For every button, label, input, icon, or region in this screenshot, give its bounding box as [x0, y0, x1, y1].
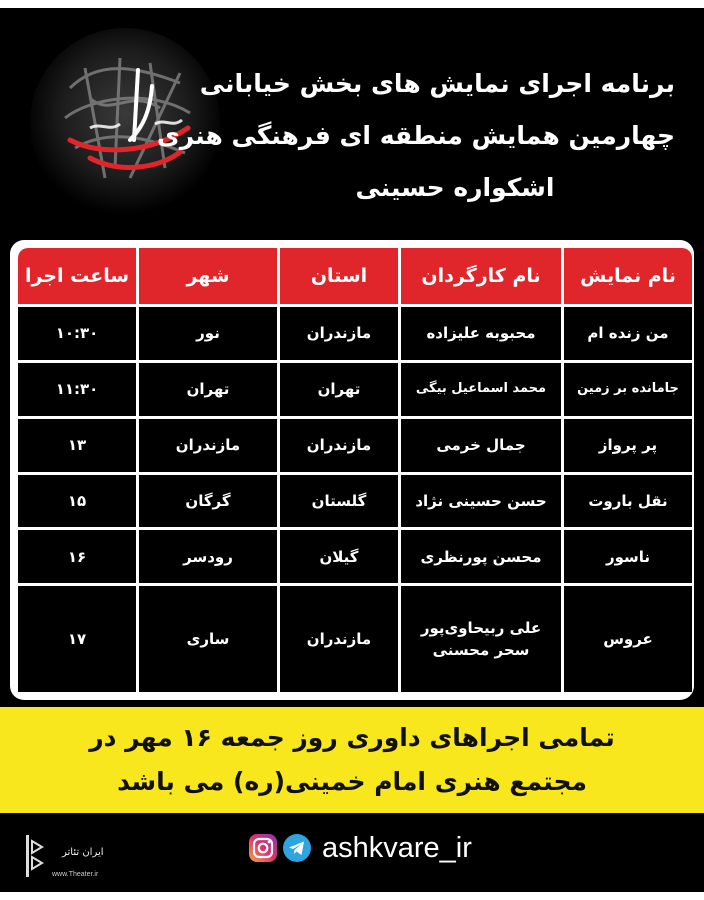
cell-show: جامانده بر زمین — [564, 363, 692, 416]
director-name: محمد اسماعیل بیگی — [415, 381, 547, 397]
cell-city: نور — [139, 307, 277, 360]
director-name: جمال خرمی — [436, 436, 526, 455]
cell-director — [401, 586, 561, 692]
cell-city: تهران — [139, 363, 277, 416]
banner-line: مجتمع هنری امام خمینی(ره) می باشد — [117, 767, 587, 796]
cell-time: ۱۳ — [18, 419, 136, 472]
director-name: حسن حسینی نژاد — [415, 491, 547, 510]
cell-province: تهران — [280, 363, 398, 416]
social-handle-row — [248, 831, 472, 865]
instagram-icon[interactable] — [248, 833, 278, 863]
cell-show: عروس — [564, 586, 692, 692]
director-name: سحر محسنی — [432, 641, 530, 660]
cell-show: پر پرواز — [564, 419, 692, 472]
watermark-url: www.Theater.ir — [52, 871, 99, 878]
cell-director — [401, 363, 561, 416]
table-header-row — [18, 248, 692, 304]
cell-city: رودسر — [139, 530, 277, 583]
cell-time: ۱۰:۳۰ — [18, 307, 136, 360]
cell-time: ۱۵ — [18, 475, 136, 528]
social-handle[interactable]: ashkvare_ir — [322, 831, 472, 864]
cell-time: ۱۷ — [18, 586, 136, 692]
schedule-table — [15, 245, 695, 695]
theater-watermark — [22, 833, 102, 889]
director-name: محسن پورنظری — [420, 547, 542, 566]
banner-line: تمامی اجراهای داوری روز جمعه ۱۶ مهر در — [89, 723, 615, 752]
cell-city: ساری — [139, 586, 277, 692]
column-header-time: ساعت اجرا — [18, 248, 136, 304]
cell-time: ۱۱:۳۰ — [18, 363, 136, 416]
director-name: محبوبه علیزاده — [426, 324, 536, 343]
title-line: برنامه اجرای نمایش های بخش خیابانی — [199, 69, 675, 98]
title-line: اشکواره حسینی — [355, 173, 555, 202]
table-row — [18, 475, 692, 528]
cell-province: گلستان — [280, 475, 398, 528]
cell-director — [401, 530, 561, 583]
table-row — [18, 419, 692, 472]
column-header-director: نام کارگردان — [401, 248, 561, 304]
column-header-city: شهر — [139, 248, 277, 304]
schedule-table-frame — [10, 240, 694, 700]
cell-city: گرگان — [139, 475, 277, 528]
title-line: چهارمین همایش منطقه ای فرهنگی هنری — [156, 121, 675, 150]
theater-logo-icon — [22, 833, 46, 879]
notice-banner — [0, 707, 704, 813]
cell-director — [401, 475, 561, 528]
column-header-province: استان — [280, 248, 398, 304]
cell-show: نقل باروت — [564, 475, 692, 528]
director-name: علی ربیحاوی‌پور — [420, 619, 542, 638]
table-row — [18, 586, 692, 692]
top-border — [0, 0, 704, 8]
header — [0, 8, 704, 240]
cell-director — [401, 307, 561, 360]
page-title — [156, 58, 675, 214]
cell-province: مازندران — [280, 586, 398, 692]
telegram-icon[interactable] — [282, 833, 312, 863]
cell-show: ناسور — [564, 530, 692, 583]
cell-director — [401, 419, 561, 472]
column-header-show: نام نمایش — [564, 248, 692, 304]
cell-province: گیلان — [280, 530, 398, 583]
cell-time: ۱۶ — [18, 530, 136, 583]
cell-province: مازندران — [280, 419, 398, 472]
table-row — [18, 530, 692, 583]
cell-city: مازندران — [139, 419, 277, 472]
watermark-label: ایران تئاتر — [62, 847, 104, 858]
cell-show: من زنده ام — [564, 307, 692, 360]
cell-province: مازندران — [280, 307, 398, 360]
bottom-border — [0, 892, 704, 900]
footer — [0, 813, 704, 900]
table-row — [18, 307, 692, 360]
table-row — [18, 363, 692, 416]
